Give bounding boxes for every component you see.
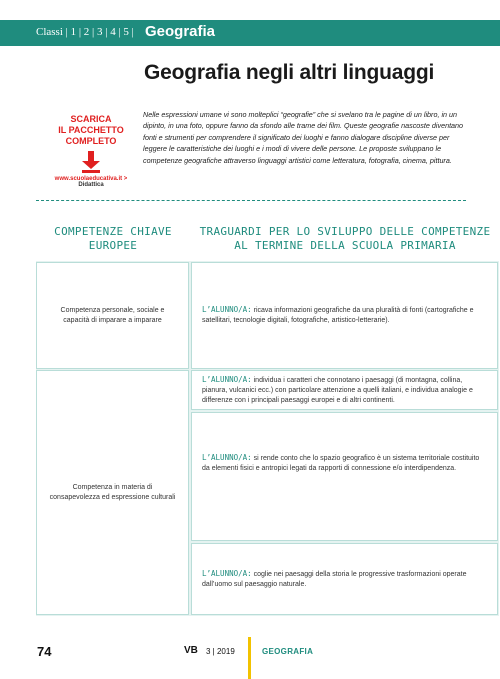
col-header-traguardi: TRAGUARDI PER LO SVILUPPO DELLE COMPETENZE AL TERMINE DELLA SCUOLA PRIMARIA bbox=[199, 224, 491, 252]
table-cell-traguardo-1 bbox=[191, 262, 498, 369]
alunno-label: L’ALUNNO/A: bbox=[202, 374, 252, 384]
alunno-label: L’ALUNNO/A: bbox=[202, 452, 252, 462]
download-label-1: SCARICA bbox=[70, 114, 112, 124]
header-bar bbox=[0, 20, 500, 46]
alunno-label: L’ALUNNO/A: bbox=[202, 305, 252, 314]
magazine-logo: VB bbox=[184, 645, 198, 656]
traguardo-text: individua i caratteri che connotano i paesaggi (di montagna, collina, pianura, vulcanici ecc.) con particolare attenzione a quelli italiani, e individua analogie e differenze con i principali paesaggi europei e di altri continenti. bbox=[202, 376, 473, 404]
download-link-section[interactable]: Didattica bbox=[78, 182, 104, 188]
page-number: 74 bbox=[37, 644, 52, 659]
traguardo-row bbox=[192, 413, 497, 513]
issue-number: 3 | 2019 bbox=[206, 647, 235, 656]
dashed-divider bbox=[36, 200, 466, 201]
competenza-text: Competenza in materia di consapevolezza ed espressione culturali bbox=[49, 484, 176, 501]
intro-paragraph: Nelle espressioni umane vi sono molteplici “geografie” che si svelano tra le pagine di un libro, in un dipinto, in una foto, oppure fanno da sfondo alle trame dei film. Queste geografie nascoste diventano fonti e strumenti per comprendere il significato dei luoghi e fanno dialogare discipline diverse per leggere le caratteristiche dei luoghi e i modi di vivere delle persone. Le proposte sviluppano le competenze geografiche attraverso linguaggi artistici come letteratura, fotografia, cinema, pittura. bbox=[143, 110, 464, 165]
header-subject: Geografia bbox=[145, 23, 216, 40]
footer-subject: GEOGRAFIA bbox=[262, 647, 314, 656]
col-header-competenze: COMPETENZE CHIAVE EUROPEE bbox=[54, 224, 172, 252]
header-classi: Classi | 1 | 2 | 3 | 4 | 5 | bbox=[36, 26, 134, 38]
download-link[interactable]: www.scuolaeducativa.it > bbox=[54, 176, 128, 182]
alunno-label: L’ALUNNO/A: bbox=[202, 568, 252, 578]
table-cell-competenza-2 bbox=[36, 370, 189, 615]
traguardo-row bbox=[192, 371, 497, 409]
table-cell-competenza-1 bbox=[36, 262, 189, 369]
competenza-text: Competenza personale, sociale e capacità di imparare a imparare bbox=[60, 307, 165, 324]
table-cell-traguardo-3 bbox=[191, 412, 498, 541]
download-package-button[interactable] bbox=[52, 114, 130, 188]
download-label-3: COMPLETO bbox=[65, 136, 117, 146]
table-cell-traguardo-4 bbox=[191, 543, 498, 615]
traguardo-text: si rende conto che lo spazio geografico è un sistema territoriale costituito da elementi fisici e antropici legati da rapporti di connessione e/o interdipendenza. bbox=[202, 454, 480, 472]
page-title: Geografia negli altri linguaggi bbox=[144, 61, 435, 84]
competences-table bbox=[36, 216, 499, 616]
traguardo-text: ricava informazioni geografiche da una pluralità di fonti (cartografiche e satellitari, tecnologie digitali, fotografiche, artistico-letterarie). bbox=[202, 307, 474, 324]
traguardo-row bbox=[192, 263, 497, 368]
download-arrow-icon bbox=[81, 151, 101, 173]
table-cell-traguardo-2 bbox=[191, 370, 498, 410]
download-label-2: IL PACCHETTO bbox=[58, 125, 124, 135]
footer-divider bbox=[248, 637, 251, 679]
traguardo-text: coglie nei paesaggi della storia le progressive trasformazioni operate dall’uomo sul paesaggio naturale. bbox=[202, 570, 467, 588]
traguardo-row bbox=[192, 544, 497, 614]
